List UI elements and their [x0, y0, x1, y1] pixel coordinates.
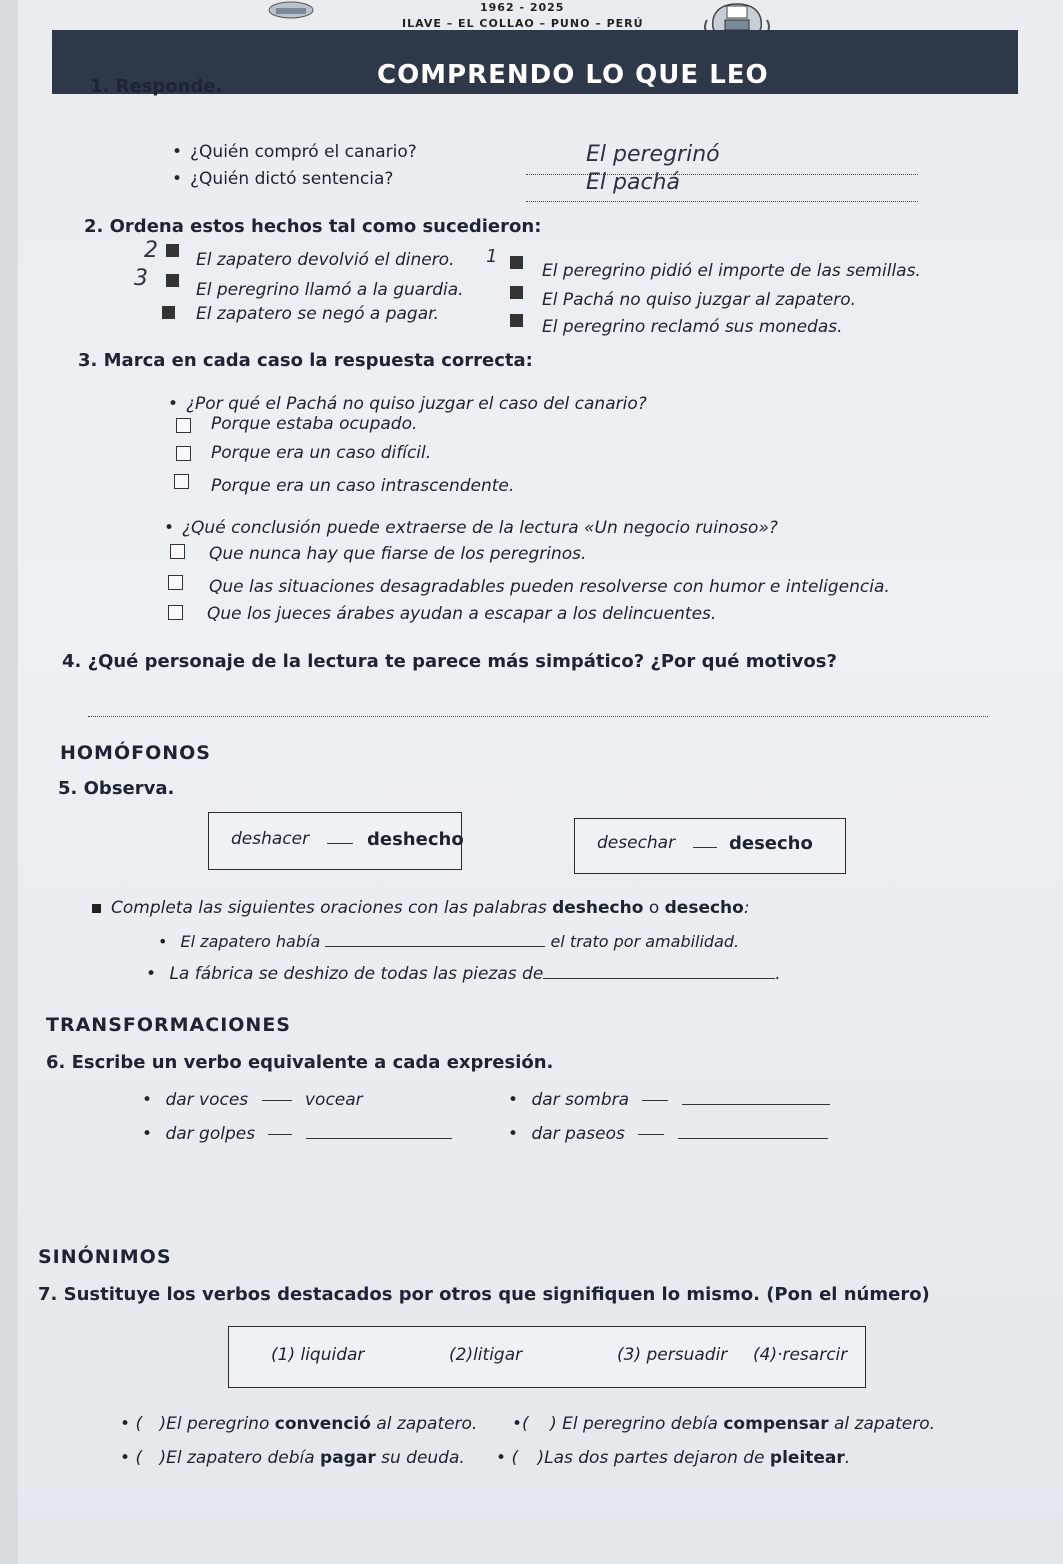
q2-left-num-1: 2 — [144, 238, 158, 263]
q6-expr-4: dar paseos — [531, 1124, 625, 1144]
box2-dash — [693, 847, 717, 848]
q2-left-box-1[interactable] — [166, 244, 179, 257]
q1-question-1: • ¿Quién compró el canario? — [172, 142, 417, 162]
q3-a-checkbox-1[interactable] — [176, 418, 191, 433]
q5-s2-blank[interactable] — [543, 964, 775, 979]
q2-right-box-2[interactable] — [510, 286, 523, 299]
q6-expr-3: dar golpes — [165, 1124, 256, 1144]
q2-right-num-1: 1 — [486, 246, 498, 267]
bullet-icon: • — [512, 1414, 523, 1434]
q5-colon: : — [743, 898, 750, 918]
synonym-options-box — [228, 1326, 866, 1388]
word-pair-box-2 — [574, 818, 846, 874]
q7-s2-pre: ) El peregrino debía — [550, 1414, 718, 1434]
q6-blank-2[interactable] — [682, 1090, 830, 1105]
q3-question-a: • ¿Por qué el Pachá no quiso juzgar el caso del canario? — [168, 394, 647, 414]
q2-left-text-1: El zapatero devolvió el dinero. — [196, 250, 455, 270]
q2-right-box-3[interactable] — [510, 314, 523, 327]
q5-s1-post: el trato por amabilidad. — [550, 932, 740, 951]
q7-s1-post: al zapatero. — [376, 1414, 478, 1434]
q7-s4-bold: pleitear — [769, 1448, 845, 1468]
q3-b-checkbox-1[interactable] — [170, 544, 185, 559]
q5-s2-post: . — [775, 964, 781, 984]
header-location: ILAVE – EL COLLAO – PUNO – PERÚ — [402, 17, 644, 30]
q2-right-box-1[interactable] — [510, 256, 523, 269]
q2-left-text-3: El zapatero se negó a pagar. — [196, 304, 439, 324]
q1-answer-line-1[interactable] — [526, 142, 918, 175]
q7-s2-bold: compensar — [723, 1414, 829, 1434]
q6-blank-4[interactable] — [678, 1124, 828, 1139]
synonym-option-3: (3) persuadir — [617, 1345, 728, 1365]
header-years: 1962 - 2025 — [480, 1, 565, 14]
word-pair-box-1 — [208, 812, 462, 870]
q7-sentence-2 — [512, 1414, 935, 1434]
school-logo-icon — [266, 0, 316, 20]
q4-answer-line[interactable] — [88, 702, 988, 717]
q4-title: 4. ¿Qué personaje de la lectura te parece más simpático? ¿Por qué motivos? — [62, 651, 837, 672]
transformaciones-heading: TRANSFORMACIONES — [46, 1014, 291, 1036]
banner-title: COMPRENDO LO QUE LEO — [377, 60, 769, 90]
q2-title: 2. Ordena estos hechos tal como sucedieron: — [84, 216, 542, 237]
q3-title: 3. Marca en cada caso la respuesta correcta: — [78, 350, 533, 371]
q6-dash-4 — [638, 1134, 664, 1135]
bullet-icon: • — [120, 1414, 131, 1434]
q7-s3-open-paren[interactable]: ( — [135, 1448, 143, 1468]
q3-b-option-2: Que las situaciones desagradables pueden resolverse con humor e inteligencia. — [209, 577, 890, 597]
q6-dash-3 — [268, 1134, 292, 1135]
q6-item-4 — [508, 1124, 828, 1144]
q2-right-text-2: El Pachá no quiso juzgar al zapatero. — [542, 290, 857, 310]
q3-b-checkbox-3[interactable] — [168, 605, 183, 620]
q7-s4-post: . — [844, 1448, 851, 1468]
q7-sentence-4 — [496, 1448, 850, 1468]
q7-sentence-3 — [120, 1448, 465, 1468]
sinonimos-heading: SINÓNIMOS — [38, 1246, 172, 1268]
q1-answer-line-2[interactable] — [526, 170, 918, 202]
box2-noun: desecho — [729, 833, 813, 854]
q7-s1-bold: convenció — [274, 1414, 371, 1434]
q5-conj: o — [648, 898, 660, 918]
q5-instruction-text: Completa las siguientes oraciones con las palabras — [111, 898, 547, 918]
q5-title: 5. Observa. — [58, 778, 175, 799]
q5-sentence-1 — [158, 932, 739, 951]
q2-left-num-2: 3 — [134, 266, 148, 291]
q6-expr-1: dar voces — [165, 1090, 249, 1110]
q7-s1-open-paren[interactable]: ( — [135, 1414, 143, 1434]
q6-dash-1 — [262, 1100, 292, 1101]
q6-expr-2: dar sombra — [531, 1090, 630, 1110]
q6-dash-2 — [642, 1100, 668, 1101]
q1-title: 1. Responde. — [90, 76, 223, 97]
q2-left-text-2: El peregrino llamó a la guardia. — [196, 280, 464, 300]
box1-verb: deshacer — [231, 829, 310, 849]
q3-a-checkbox-2[interactable] — [176, 446, 191, 461]
q7-s2-post: al zapatero. — [834, 1414, 936, 1434]
q3-b-option-3: Que los jueces árabes ayudan a escapar a los delincuentes. — [207, 604, 717, 624]
box1-noun: deshecho — [367, 829, 464, 850]
q3-a-option-2: Porque era un caso difícil. — [211, 443, 432, 463]
bullet-icon: • — [120, 1448, 131, 1468]
q3-a-option-1: Porque estaba ocupado. — [211, 414, 418, 434]
q5-sentence-2 — [146, 964, 781, 984]
box2-verb: desechar — [597, 833, 676, 853]
q6-title: 6. Escribe un verbo equivalente a cada expresión. — [46, 1052, 554, 1073]
q7-s3-post: su deuda. — [381, 1448, 465, 1468]
q7-s4-open-paren[interactable]: ( — [511, 1448, 519, 1468]
q6-item-3 — [142, 1124, 452, 1144]
q1-answer-2: El pachá — [586, 170, 680, 195]
q6-item-2 — [508, 1090, 830, 1110]
q6-item-1 — [142, 1090, 363, 1110]
q6-answer-1: vocear — [304, 1090, 363, 1110]
q3-question-b: • ¿Qué conclusión puede extraerse de la lectura «Un negocio ruinoso»? — [164, 518, 778, 538]
q6-blank-3[interactable] — [306, 1124, 452, 1139]
box1-dash — [327, 843, 353, 844]
q1-answer-1: El peregrinó — [586, 142, 720, 167]
q2-right-text-3: El peregrino reclamó sus monedas. — [542, 317, 843, 337]
q5-word-2: desecho — [664, 898, 744, 918]
q5-s1-pre: El zapatero había — [180, 932, 321, 951]
q1-question-2: • ¿Quién dictó sentencia? — [172, 169, 393, 189]
bullet-icon: • — [496, 1448, 507, 1468]
q7-s2-open-paren[interactable]: ( — [522, 1414, 529, 1434]
q7-s1-pre: )El peregrino — [159, 1414, 270, 1434]
q2-right-text-1: El peregrino pidió el importe de las semillas. — [542, 261, 921, 281]
square-bullet-icon — [92, 904, 101, 913]
q3-a-checkbox-3[interactable] — [174, 474, 189, 489]
synonym-option-1: (1) liquidar — [271, 1345, 365, 1365]
q7-title: 7. Sustituye los verbos destacados por otros que signifiquen lo mismo. (Pon el número) — [38, 1284, 930, 1305]
q5-s2-pre: La fábrica se deshizo de todas las piezas de — [169, 964, 544, 984]
q5-word-1: deshecho — [552, 898, 644, 918]
q3-a-option-3: Porque era un caso intrascendente. — [211, 476, 515, 496]
q3-b-checkbox-2[interactable] — [168, 575, 183, 590]
q7-s3-bold: pagar — [320, 1448, 376, 1468]
q7-s4-pre: )Las dos partes dejaron de — [537, 1448, 765, 1468]
q7-s3-pre: )El zapatero debía — [159, 1448, 315, 1468]
q5-s1-blank[interactable] — [325, 932, 545, 947]
q3-b-option-1: Que nunca hay que fiarse de los peregrinos. — [209, 544, 587, 564]
q2-left-box-2[interactable] — [166, 274, 179, 287]
synonym-option-4: (4)·resarcir — [753, 1345, 848, 1365]
q7-sentence-1 — [120, 1414, 477, 1434]
q5-instruction — [92, 898, 750, 918]
synonym-option-2: (2)litigar — [449, 1345, 523, 1365]
q2-left-box-3[interactable] — [162, 306, 175, 319]
homofonos-heading: HOMÓFONOS — [60, 742, 211, 764]
